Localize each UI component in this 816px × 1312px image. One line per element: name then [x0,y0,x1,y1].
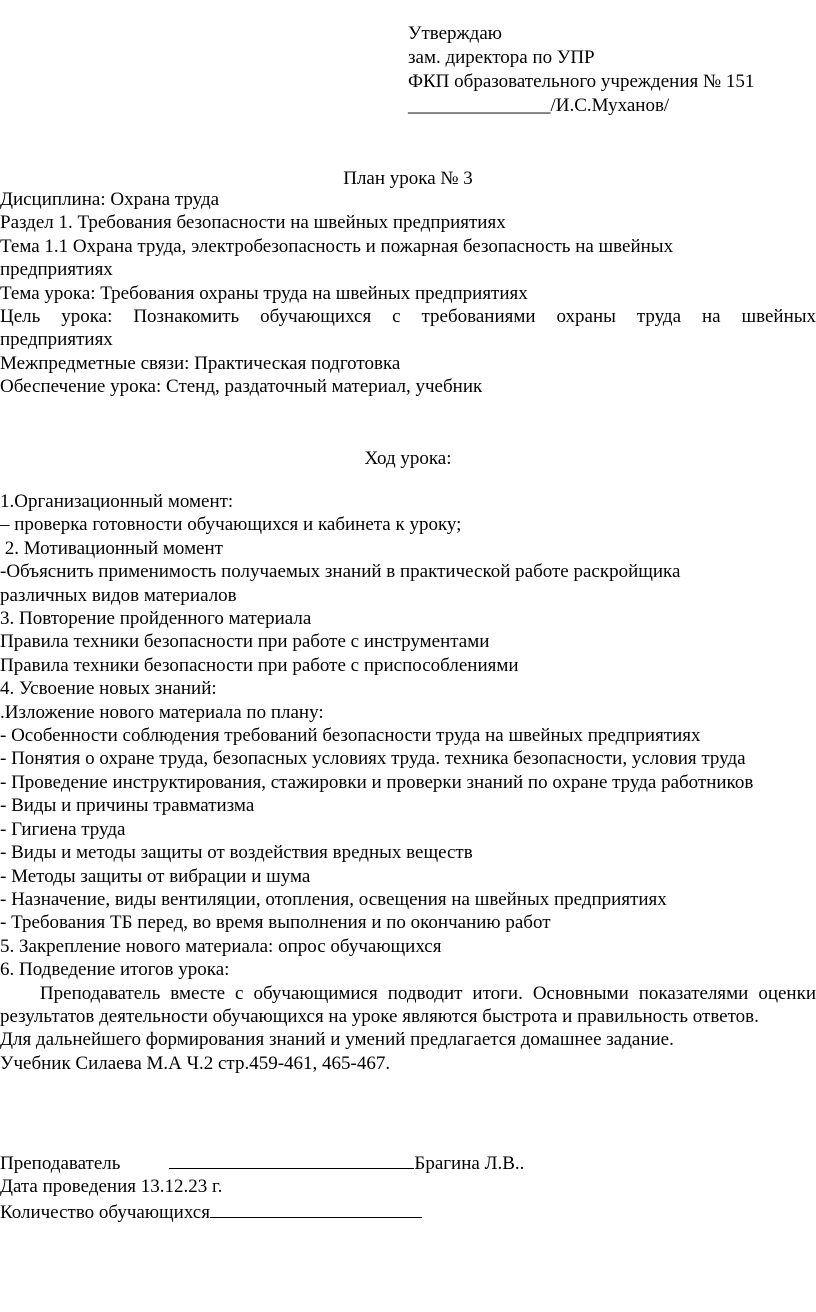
teacher-name: Брагина Л.В.. [414,1153,525,1174]
info-line: Дисциплина: Охрана труда [0,189,220,210]
lesson-line: различных видов материалов [0,584,237,606]
lesson-line: - Особенности соблюдения требований безопасности труда на швейных предприятиях [0,725,701,747]
lesson-line: - Гигиена труда [0,818,126,840]
lesson-line: Правила техники безопасности при работе с приспособлениями [0,654,519,676]
info-line: предприятиях [0,329,113,351]
lesson-line: - Понятия о охране труда, безопасных условиях труда. техника безопасности, условия труда [0,748,746,770]
teacher-label: Преподаватель [0,1153,121,1174]
count-blank [210,1199,422,1218]
lesson-section [0,490,816,1075]
approval-signature-line [408,94,754,118]
teacher-signature-blank [169,1150,414,1169]
info-line: Обеспечение урока: Стенд, раздаточный материал, учебник [0,376,483,398]
lesson-line: - Виды и методы защиты от воздействия вредных веществ [0,842,473,864]
info-line: Раздел 1. Требования безопасности на швейных предприятиях [0,212,506,234]
lesson-line: 1.Организационный момент: [0,491,234,512]
approval-block [408,22,754,118]
plan-title: План урока № 3 [343,168,473,189]
approval-signer: /И.С.Муханов/ [550,95,670,116]
lesson-line: .Изложение нового материала по плану: [0,701,324,723]
lesson-heading: Ход урока: [364,448,452,469]
lesson-line: Учебник Силаева М.А Ч.2 стр.459-461, 465-467. [0,1052,391,1074]
count-label: Количество обучающихся [0,1201,210,1223]
info-line: Межпредметные связи: Практическая подготовка [0,352,401,374]
lesson-line: результатов деятельности обучающихся на уроке являются быстрота и правильность ответов. [0,1005,759,1027]
lesson-line: - Методы защиты от вибрации и шума [0,865,311,887]
lesson-line: Для дальнейшего формирования знаний и умений предлагается домашнее задание. [0,1029,674,1051]
footer-section [0,1150,816,1224]
lesson-line: 4. Усвоение новых знаний: [0,678,217,700]
lesson-line: 2. Мотивационный момент [0,537,223,559]
info-line: предприятиях [0,259,113,281]
lesson-line: 3. Повторение пройденного материала [0,608,312,630]
approval-title: Утверждаю [408,23,502,44]
approval-position: зам. директора по УПР [408,47,595,68]
lesson-line: 6. Подведение итогов урока: [0,959,230,981]
lesson-line: - Требования ТБ перед, во время выполнения и по окончанию работ [0,912,551,934]
info-section [0,188,816,399]
lesson-line: - Виды и причины травматизма [0,795,255,817]
date-line: Дата проведения 13.12.23 г. [0,1176,223,1198]
info-line: Цель урока: Познакомить обучающихся с требованиями охраны труда на швейных [0,306,816,328]
teacher-line [0,1150,816,1175]
lesson-line: - Назначение, виды вентиляции, отопления, освещения на швейных предприятиях [0,888,667,910]
info-line: Тема 1.1 Охрана труда, электробезопасность и пожарная безопасность на швейных [0,235,674,257]
info-line: Тема урока: Требования охраны труда на швейных предприятиях [0,282,528,304]
count-line [0,1199,816,1224]
lesson-line: -Объяснить применимость получаемых знаний в практической работе раскройщика [0,561,681,583]
lesson-line: - Проведение инструктирования, стажировки и проверки знаний по охране труда работников [0,771,754,793]
lesson-line: Правила техники безопасности при работе с инструментами [0,631,490,653]
lesson-line: Преподаватель вместе с обучающимися подводит итоги. Основными показателями оценки [0,982,816,1004]
approval-organization: ФКП образовательного учреждения № 151 [408,71,755,92]
lesson-line: 5. Закрепление нового материала: опрос обучающихся [0,935,442,957]
lesson-line: – проверка готовности обучающихся и кабинета к уроку; [0,514,462,536]
signature-blank: _______________ [408,95,551,116]
